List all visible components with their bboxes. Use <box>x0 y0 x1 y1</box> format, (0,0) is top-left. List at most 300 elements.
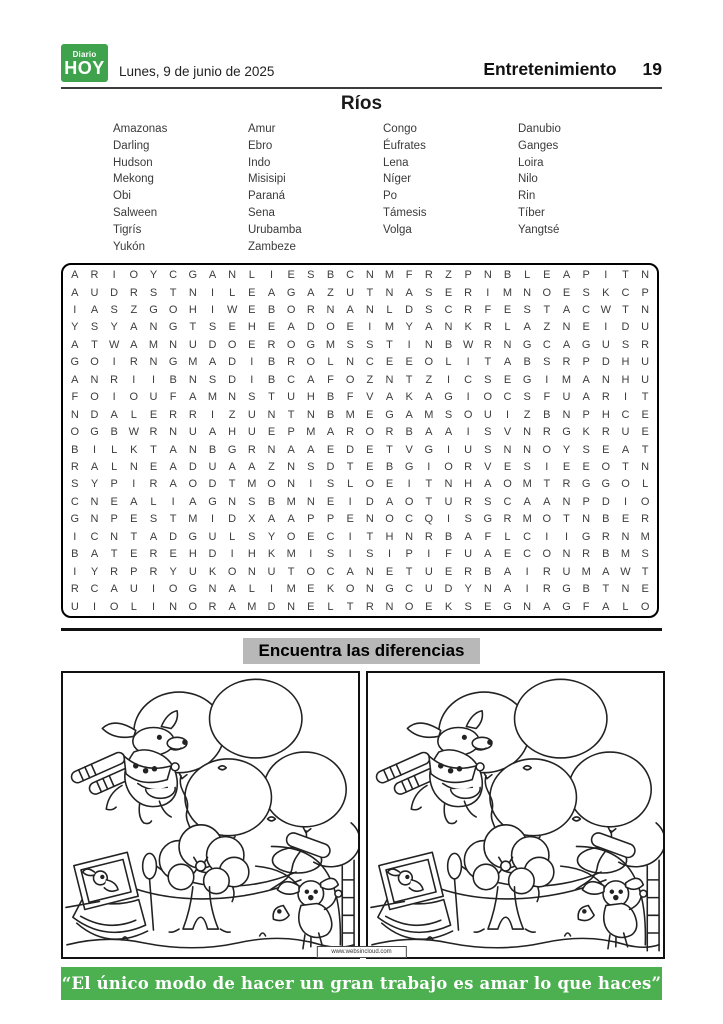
grid-letter: F <box>484 303 492 316</box>
grid-letter: R <box>483 338 492 351</box>
word-item: Lena <box>383 156 409 169</box>
word-item: Níger <box>383 173 412 186</box>
grid-letter: M <box>581 565 591 578</box>
grid-letter: O <box>109 600 119 613</box>
grid-letter: T <box>346 600 354 613</box>
grid-letter: I <box>623 391 628 404</box>
grid-row <box>65 546 655 563</box>
grid-letter: S <box>248 391 256 404</box>
grid-row <box>65 493 655 510</box>
grid-letter: O <box>90 356 99 369</box>
grid-letter: H <box>621 356 630 369</box>
word-item: Nilo <box>518 173 538 186</box>
grid-letter: A <box>267 286 276 299</box>
grid-letter: I <box>112 391 116 404</box>
grid-letter: C <box>444 303 453 316</box>
word-column <box>518 121 653 255</box>
grid-letter: A <box>130 321 138 334</box>
grid-letter: A <box>248 461 256 474</box>
grid-letter: A <box>149 530 158 543</box>
grid-letter: C <box>464 373 473 386</box>
grid-letter: O <box>621 478 630 491</box>
grid-letter: K <box>326 583 335 596</box>
grid-letter: B <box>326 408 335 421</box>
grid-letter: E <box>228 321 236 334</box>
grid-letter: V <box>405 443 413 456</box>
grid-letter: H <box>247 548 256 561</box>
grid-letter: N <box>365 303 374 316</box>
grid-letter: R <box>542 565 551 578</box>
grid-row <box>65 354 655 371</box>
grid-letter: U <box>464 548 473 561</box>
grid-row <box>65 336 655 353</box>
grid-letter: G <box>306 338 316 351</box>
spot-difference-illustration-left <box>63 673 358 957</box>
word-item: Po <box>383 190 398 203</box>
grid-letter: M <box>384 269 395 282</box>
word-column <box>383 121 518 255</box>
grid-letter: D <box>621 321 630 334</box>
difference-image-right <box>366 671 665 959</box>
word-item: Salween <box>113 206 158 219</box>
grid-letter: A <box>385 391 394 404</box>
grid-letter: M <box>286 548 296 561</box>
grid-letter: M <box>620 548 631 561</box>
grid-letter: R <box>562 478 571 491</box>
grid-letter: K <box>405 391 413 404</box>
grid-letter: R <box>464 461 473 474</box>
grid-letter: A <box>444 426 453 439</box>
grid-letter: L <box>504 530 511 543</box>
grid-letter: S <box>464 513 472 526</box>
grid-letter: T <box>484 356 492 369</box>
grid-letter: P <box>582 495 590 508</box>
grid-letter: S <box>464 600 472 613</box>
grid-letter: M <box>247 478 257 491</box>
grid-letter: O <box>444 461 453 474</box>
grid-letter: A <box>208 269 217 282</box>
grid-letter: H <box>385 530 394 543</box>
grid-letter: L <box>642 478 649 491</box>
word-item: Hudson <box>113 156 153 169</box>
grid-letter: E <box>405 356 413 369</box>
issue-date: Lunes, 9 de junio de 2025 <box>119 64 275 79</box>
grid-letter: C <box>90 583 99 596</box>
grid-letter: E <box>602 443 610 456</box>
grid-letter: A <box>287 443 295 456</box>
grid-letter: C <box>582 303 591 316</box>
grid-letter: A <box>602 565 610 578</box>
grid-letter: D <box>601 356 610 369</box>
grid-letter: O <box>345 583 355 596</box>
grid-letter: E <box>130 548 138 561</box>
grid-letter: E <box>366 408 374 421</box>
grid-letter: R <box>542 583 551 596</box>
word-item: Indo <box>248 156 271 169</box>
grid-letter: I <box>112 269 116 282</box>
grid-letter: E <box>130 513 138 526</box>
wordsearch-grid <box>61 263 659 618</box>
grid-letter: I <box>623 495 628 508</box>
grid-letter: R <box>149 548 158 561</box>
grid-letter: N <box>208 583 217 596</box>
grid-letter: N <box>70 408 79 421</box>
grid-letter: A <box>326 426 335 439</box>
grid-letter: O <box>640 600 650 613</box>
grid-letter: N <box>188 286 197 299</box>
grid-letter: C <box>326 565 335 578</box>
differences-title: Encuentra las diferencias <box>243 638 481 664</box>
grid-letter: T <box>641 391 649 404</box>
grid-letter: O <box>385 513 394 526</box>
grid-letter: U <box>247 408 256 421</box>
grid-letter: I <box>269 269 274 282</box>
word-item: Ebro <box>248 139 273 152</box>
grid-letter: R <box>464 495 473 508</box>
grid-letter: A <box>228 600 236 613</box>
grid-letter: N <box>562 408 571 421</box>
grid-letter: I <box>230 548 234 561</box>
grid-letter: I <box>210 513 215 526</box>
grid-row <box>65 266 655 283</box>
grid-letter: R <box>70 461 79 474</box>
grid-row <box>65 423 655 440</box>
grid-letter: P <box>130 565 138 578</box>
grid-letter: R <box>247 443 256 456</box>
grid-letter: G <box>503 600 512 613</box>
grid-letter: R <box>542 426 551 439</box>
grid-letter: Y <box>464 583 472 596</box>
word-item: Amur <box>248 123 276 135</box>
grid-letter: M <box>148 338 159 351</box>
grid-letter: A <box>602 600 610 613</box>
grid-letter: S <box>523 461 531 474</box>
grid-letter: U <box>208 461 217 474</box>
grid-letter: O <box>542 286 552 299</box>
grid-letter: R <box>346 426 355 439</box>
grid-letter: N <box>503 443 512 456</box>
grid-letter: N <box>346 356 355 369</box>
grid-letter: M <box>561 373 572 386</box>
grid-letter: A <box>90 548 99 561</box>
grid-letter: U <box>601 338 610 351</box>
grid-letter: T <box>268 391 275 404</box>
grid-letter: D <box>208 548 217 561</box>
grid-letter: G <box>168 356 178 369</box>
grid-letter: D <box>228 373 237 386</box>
grid-letter: O <box>463 408 473 421</box>
quote-text: “El único modo de hacer un gran trabajo es amar lo que haces” <box>61 974 662 994</box>
grid-letter: S <box>110 303 118 316</box>
word-item: Tigrís <box>113 223 142 236</box>
grid-letter: A <box>346 303 354 316</box>
grid-row <box>65 301 655 318</box>
grid-letter: A <box>405 408 413 421</box>
grid-letter: O <box>542 513 552 526</box>
grid-letter: E <box>484 600 492 613</box>
grid-letter: H <box>188 303 197 316</box>
grid-letter: N <box>523 600 532 613</box>
grid-letter: N <box>267 443 276 456</box>
grid-letter: L <box>229 530 236 543</box>
word-item: Éufrates <box>383 139 426 152</box>
grid-letter: C <box>405 513 414 526</box>
grid-letter: S <box>523 391 531 404</box>
grid-letter: N <box>424 338 433 351</box>
grid-letter: A <box>208 356 217 369</box>
grid-letter: A <box>71 286 79 299</box>
grid-letter: O <box>365 426 375 439</box>
grid-letter: E <box>562 461 571 474</box>
grid-row <box>65 458 655 475</box>
grid-letter: I <box>132 373 136 386</box>
grid-letter: E <box>169 548 177 561</box>
grid-letter: N <box>365 513 374 526</box>
grid-letter: R <box>90 269 99 282</box>
grid-letter: K <box>267 548 276 561</box>
grid-letter: W <box>600 303 612 316</box>
grid-letter: P <box>641 286 649 299</box>
header-rule <box>61 87 662 89</box>
grid-letter: E <box>641 426 649 439</box>
grid-letter: T <box>425 495 433 508</box>
grid-letter: E <box>582 461 590 474</box>
grid-row <box>65 284 655 301</box>
grid-letter: I <box>151 600 156 613</box>
grid-letter: R <box>424 530 433 543</box>
grid-letter: Y <box>90 478 99 491</box>
grid-letter: G <box>168 321 178 334</box>
grid-letter: Z <box>445 269 452 282</box>
grid-letter: G <box>385 408 394 421</box>
grid-letter: I <box>171 495 175 508</box>
grid-letter: S <box>484 443 492 456</box>
grid-letter: A <box>503 565 512 578</box>
grid-row <box>65 319 655 336</box>
grid-letter: I <box>92 600 97 613</box>
grid-letter: L <box>524 269 531 282</box>
grid-letter: O <box>286 303 296 316</box>
grid-letter: C <box>621 286 630 299</box>
grid-letter: E <box>582 321 590 334</box>
grid-letter: V <box>503 426 512 439</box>
grid-letter: U <box>90 286 99 299</box>
grid-letter: N <box>90 373 99 386</box>
logo-top-text: Diario <box>72 49 97 59</box>
grid-letter: I <box>112 356 116 369</box>
grid-letter: U <box>247 426 256 439</box>
grid-letter: C <box>523 530 532 543</box>
grid-letter: T <box>366 286 374 299</box>
grid-letter: I <box>151 373 156 386</box>
grid-letter: D <box>267 600 276 613</box>
grid-letter: N <box>90 495 99 508</box>
grid-letter: O <box>188 600 198 613</box>
grid-letter: T <box>622 269 629 282</box>
grid-letter: S <box>307 269 315 282</box>
grid-letter: C <box>405 583 414 596</box>
grid-letter: E <box>503 373 512 386</box>
grid-letter: E <box>385 478 394 491</box>
grid-letter: B <box>582 583 590 596</box>
grid-letter: S <box>641 548 649 561</box>
grid-letter: A <box>543 600 551 613</box>
grid-letter: F <box>71 391 79 404</box>
grid-row <box>65 389 655 406</box>
grid-letter: S <box>582 286 590 299</box>
grid-letter: I <box>309 548 313 561</box>
grid-letter: E <box>110 495 118 508</box>
grid-letter: N <box>641 269 650 282</box>
grid-letter: U <box>267 565 276 578</box>
grid-letter: I <box>486 286 490 299</box>
grid-letter: R <box>110 373 119 386</box>
grid-letter: T <box>543 478 551 491</box>
grid-letter: L <box>229 286 236 299</box>
grid-letter: Z <box>523 408 531 421</box>
grid-letter: A <box>464 530 472 543</box>
grid-letter: I <box>348 548 352 561</box>
grid-letter: G <box>562 426 571 439</box>
grid-letter: R <box>188 408 197 421</box>
grid-letter: C <box>169 269 178 282</box>
grid-letter: I <box>427 548 431 561</box>
grid-letter: K <box>464 321 472 334</box>
grid-letter: I <box>604 269 608 282</box>
logo-main-text: HOY <box>64 57 105 78</box>
grid-letter: L <box>111 443 118 456</box>
grid-letter: O <box>168 583 178 596</box>
word-column <box>248 121 383 255</box>
grid-letter: A <box>621 443 630 456</box>
grid-letter: N <box>523 443 532 456</box>
grid-letter: A <box>307 443 315 456</box>
grid-letter: A <box>169 443 177 456</box>
grid-letter: H <box>621 373 630 386</box>
wordsearch-word-list <box>61 121 662 255</box>
grid-letter: O <box>168 303 178 316</box>
grid-letter: M <box>207 391 218 404</box>
grid-letter: R <box>129 286 138 299</box>
grid-letter: D <box>346 443 355 456</box>
grid-letter: T <box>169 286 177 299</box>
grid-letter: D <box>365 495 374 508</box>
grid-letter: A <box>582 391 590 404</box>
grid-letter: D <box>110 286 119 299</box>
grid-letter: S <box>208 373 217 386</box>
wordsearch-title: Ríos <box>340 93 383 114</box>
grid-letter: M <box>188 513 198 526</box>
grid-letter: L <box>386 303 393 316</box>
grid-letter: Y <box>90 565 99 578</box>
grid-letter: D <box>228 513 237 526</box>
word-item: Obi <box>113 190 131 203</box>
grid-letter: U <box>287 391 296 404</box>
diario-hoy-logo <box>61 44 108 82</box>
grid-letter: I <box>525 583 529 596</box>
grid-letter: A <box>425 391 433 404</box>
grid-letter: E <box>444 565 453 578</box>
grid-letter: L <box>111 461 118 474</box>
grid-letter: N <box>385 286 394 299</box>
word-item: Yukón <box>113 240 145 253</box>
grid-letter: B <box>523 356 531 369</box>
grid-letter: D <box>208 338 217 351</box>
grid-letter: R <box>267 338 276 351</box>
grid-letter: N <box>601 373 610 386</box>
grid-letter: T <box>543 303 551 316</box>
grid-letter: K <box>208 565 217 578</box>
grid-letter: I <box>564 530 569 543</box>
grid-letter: P <box>582 356 590 369</box>
grid-letter: B <box>267 356 276 369</box>
grid-letter: U <box>641 356 650 369</box>
grid-letter: C <box>542 338 551 351</box>
grid-letter: A <box>503 583 512 596</box>
grid-letter: G <box>188 530 198 543</box>
grid-letter: N <box>267 408 276 421</box>
grid-letter: B <box>267 303 276 316</box>
grid-letter: C <box>70 495 79 508</box>
grid-letter: Z <box>130 303 138 316</box>
grid-letter: S <box>326 548 335 561</box>
grid-letter: A <box>110 408 118 421</box>
page-number: 19 <box>642 59 662 79</box>
grid-letter: E <box>425 600 433 613</box>
grid-letter: B <box>267 495 276 508</box>
grid-letter: T <box>622 303 629 316</box>
grid-letter: R <box>365 600 374 613</box>
grid-letter: G <box>581 338 591 351</box>
grid-letter: G <box>70 356 80 369</box>
grid-letter: O <box>345 373 355 386</box>
grid-letter: B <box>602 548 610 561</box>
grid-letter: R <box>149 478 158 491</box>
grid-letter: N <box>90 513 99 526</box>
grid-letter: K <box>602 286 610 299</box>
grid-letter: S <box>71 478 79 491</box>
grid-letter: F <box>484 530 492 543</box>
grid-letter: B <box>267 373 276 386</box>
grid-letter: R <box>464 286 473 299</box>
grid-letter: N <box>247 565 256 578</box>
grid-letter: P <box>464 269 472 282</box>
grid-letter: R <box>287 356 296 369</box>
grid-letter: L <box>248 269 255 282</box>
grid-letter: I <box>407 478 411 491</box>
grid-letter: E <box>149 408 158 421</box>
grid-letter: F <box>346 391 354 404</box>
grid-letter: F <box>327 373 334 386</box>
grid-letter: H <box>601 408 610 421</box>
word-item: Sena <box>248 206 275 219</box>
grid-letter: O <box>542 443 552 456</box>
grid-letter: S <box>90 321 99 334</box>
grid-letter: F <box>543 391 551 404</box>
grid-letter: K <box>130 443 138 456</box>
grid-letter: B <box>110 426 118 439</box>
grid-letter: E <box>503 461 512 474</box>
grid-letter: R <box>601 426 610 439</box>
grid-letter: P <box>307 513 315 526</box>
grid-letter: L <box>327 600 334 613</box>
grid-letter: E <box>641 583 649 596</box>
grid-letter: C <box>503 495 512 508</box>
grid-letter: S <box>543 356 551 369</box>
grid-letter: N <box>483 269 492 282</box>
grid-letter: A <box>346 565 354 578</box>
grid-letter: A <box>405 286 413 299</box>
